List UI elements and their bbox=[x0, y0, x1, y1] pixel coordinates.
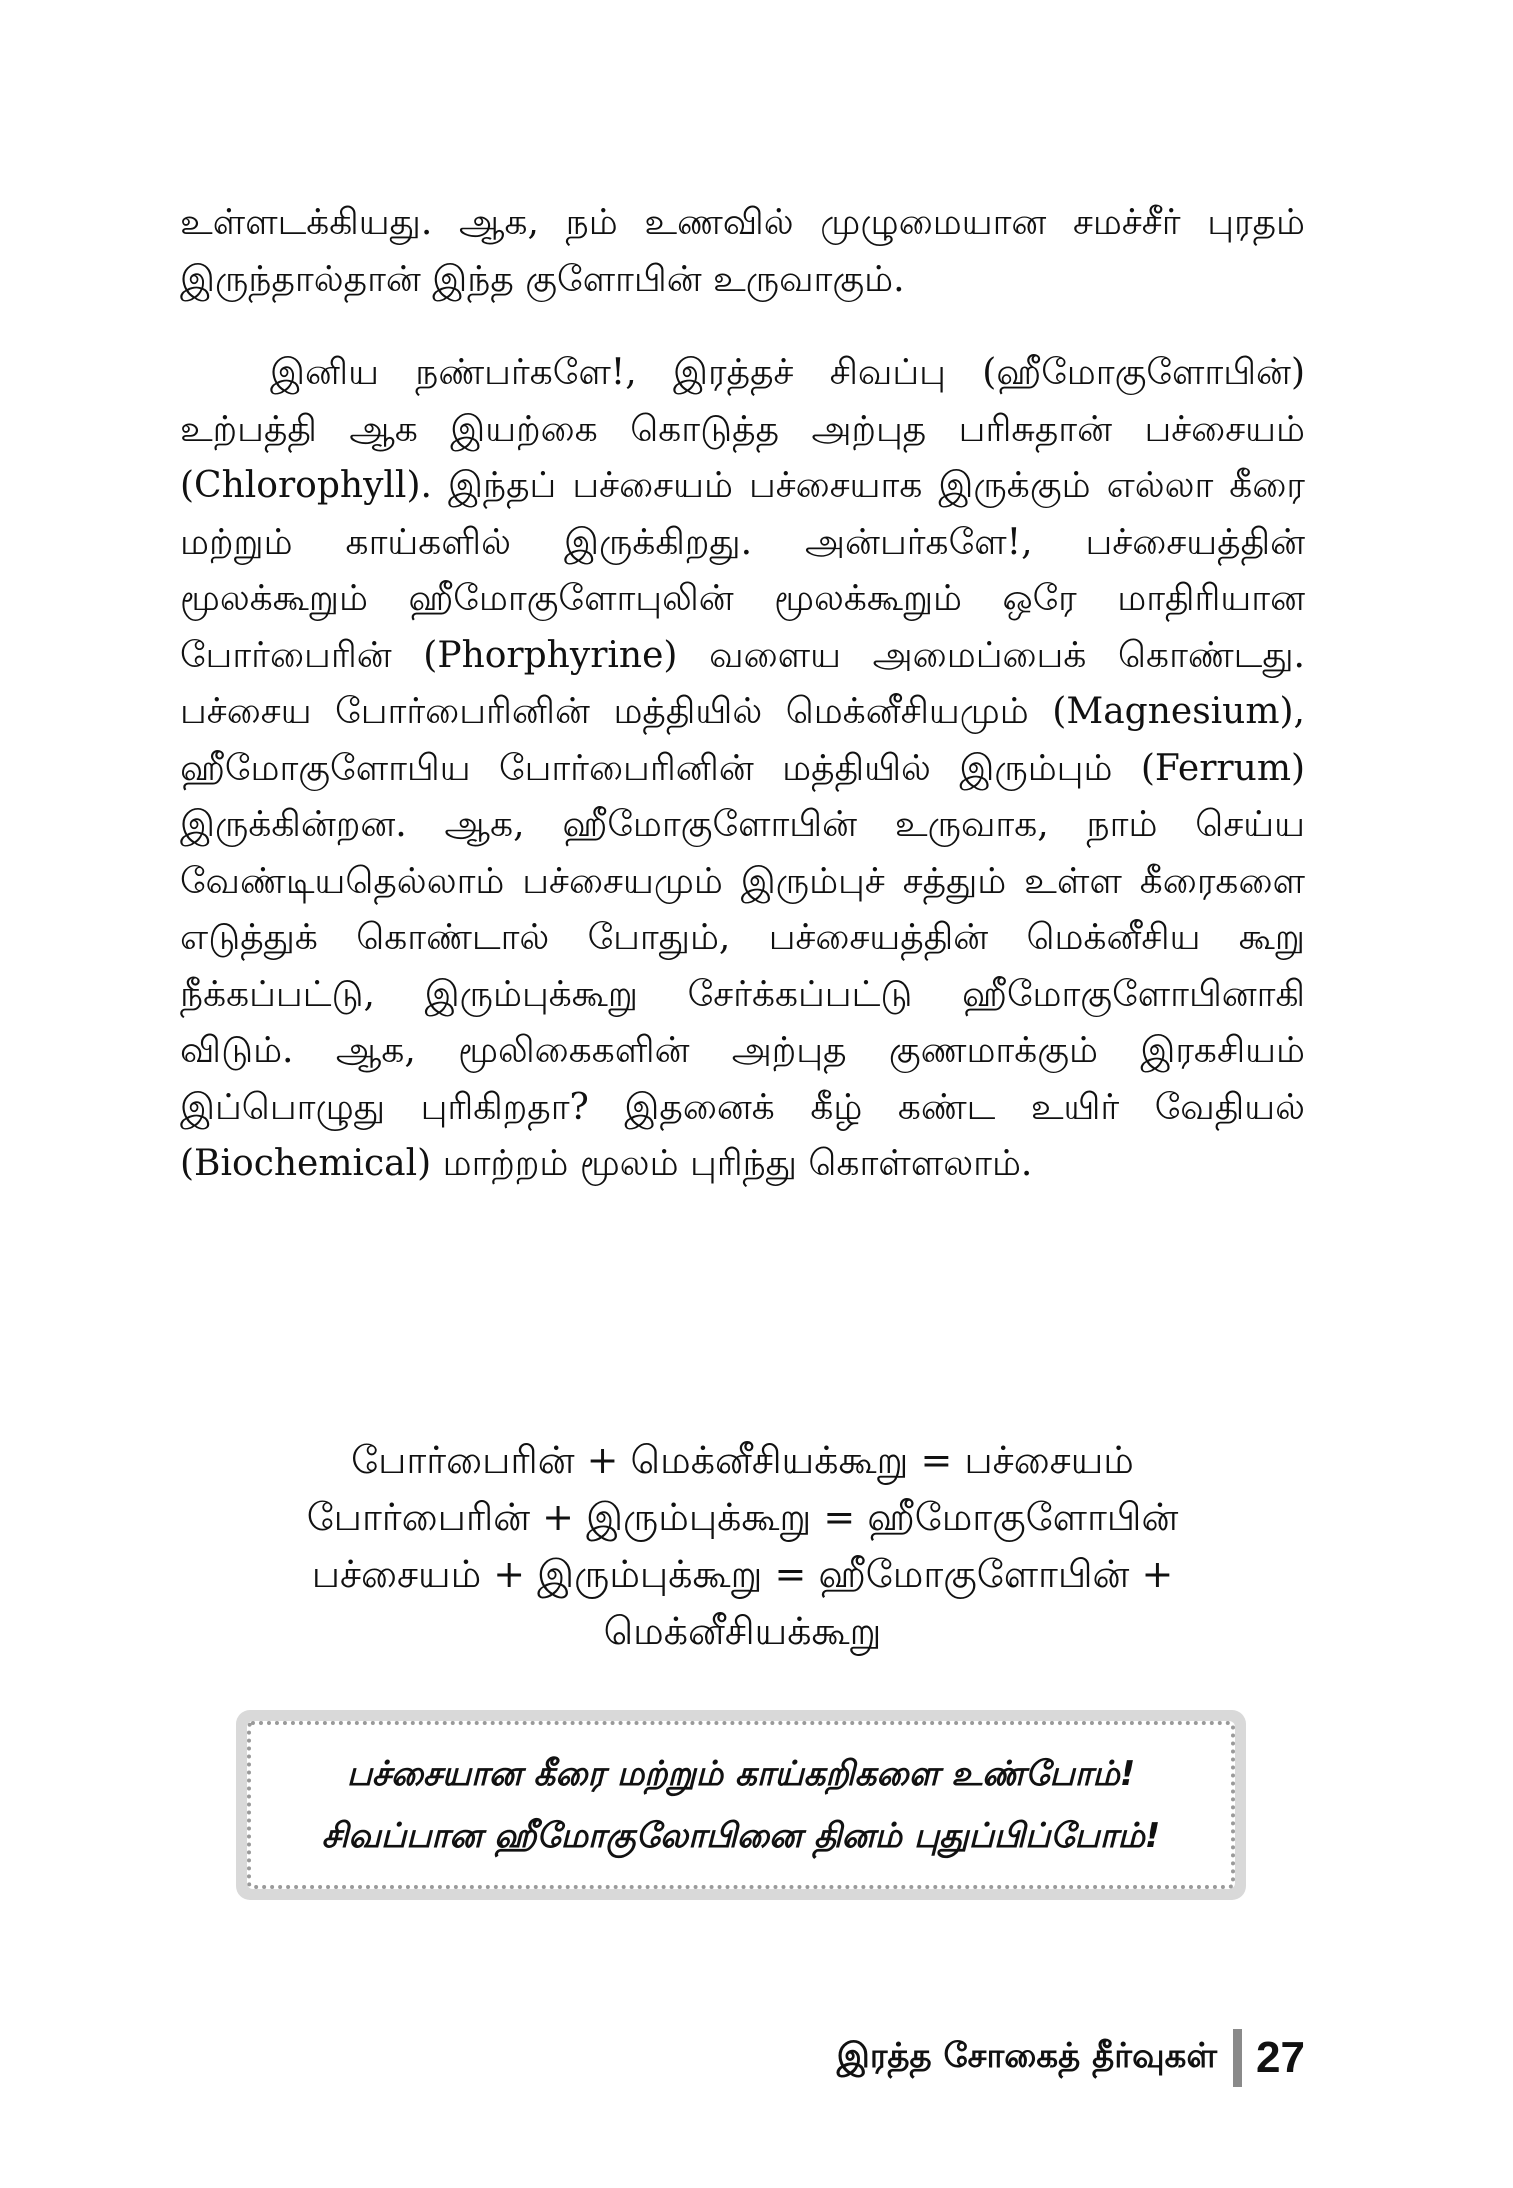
formula-hemoglobin: போர்பைரின் + இரும்புக்கூறு = ஹீமோகுளோபின் bbox=[306, 1495, 1179, 1539]
callout-box bbox=[236, 1710, 1246, 1900]
formula-conversion: பச்சையம் + இரும்புக்கூறு = ஹீமோகுளோபின் + bbox=[311, 1552, 1174, 1596]
formula-conversion-continued: மெக்னீசியக்கூறு bbox=[603, 1609, 882, 1653]
callout-border bbox=[247, 1721, 1235, 1889]
callout-line-2: சிவப்பான ஹீமோகுலோபினை தினம் புதுப்பிப்போம்! bbox=[321, 1816, 1161, 1856]
formula-chlorophyll: போர்பைரின் + மெக்னீசியக்கூறு = பச்சையம் bbox=[351, 1438, 1134, 1482]
running-title: இரத்த சோகைத் தீர்வுகள் bbox=[836, 2036, 1218, 2076]
formula-block bbox=[180, 1432, 1305, 1660]
callout-line-1: பச்சையான கீரை மற்றும் காய்கறிகளை உண்போம்! bbox=[346, 1754, 1136, 1794]
page-footer bbox=[837, 2028, 1305, 2088]
paragraph-continuation: உள்ளடக்கியது. ஆக, நம் உணவில் முழுமையான சமச்சீர் புரதம் இருந்தால்தான் இந்த குளோபின் உருவாகும். bbox=[180, 202, 1305, 300]
page-number: 27 bbox=[1256, 2033, 1305, 2082]
footer-divider bbox=[1233, 2029, 1242, 2087]
paragraph-chlorophyll: இனிய நண்பர்களே!, இரத்தச் சிவப்பு (ஹீமோகுளோபின்) உற்பத்தி ஆக இயற்கை கொடுத்த அற்புத பரிசுதான் பச்சையம் (Chlorophyll). இந்தப் பச்சையம் பச்சையாக இருக்கும் எல்லா கீரை மற்றும் காய்களில் இருக்கிறது. அன்பர்களே!, பச்சையத்தின் மூலக்கூறும் ஹீமோகுளோபுலின் மூலக்கூறும் ஒரே மாதிரியான போர்பைரின் (Phorphyrine) வளைய அமைப்பைக் கொண்டது. பச்சைய போர்பைரினின் மத்தியில் மெக்னீசியமும் (Magnesium), ஹீமோகுளோபிய போர்பைரினின் மத்தியில் இரும்பும் (Ferrum) இருக்கின்றன. ஆக, ஹீமோகுளோபின் உருவாக, நாம் செய்ய வேண்டியதெல்லாம் பச்சையமும் இரும்புச் சத்தும் உள்ள கீரைகளை எடுத்துக் கொண்டால் போதும், பச்சையத்தின் மெக்னீசிய கூறு நீக்கப்பட்டு, இரும்புக்கூறு சேர்க்கப்பட்டு ஹீமோகுளோபினாகி விடும். ஆக, மூலிகைகளின் அற்புத குணமாக்கும் இரகசியம் இப்பொழுது புரிகிறதா? இதனைக் கீழ் கண்ட உயிர் வேதியல் (Biochemical) மாற்றம் மூலம் புரிந்து கொள்ளலாம். bbox=[180, 352, 1305, 1184]
